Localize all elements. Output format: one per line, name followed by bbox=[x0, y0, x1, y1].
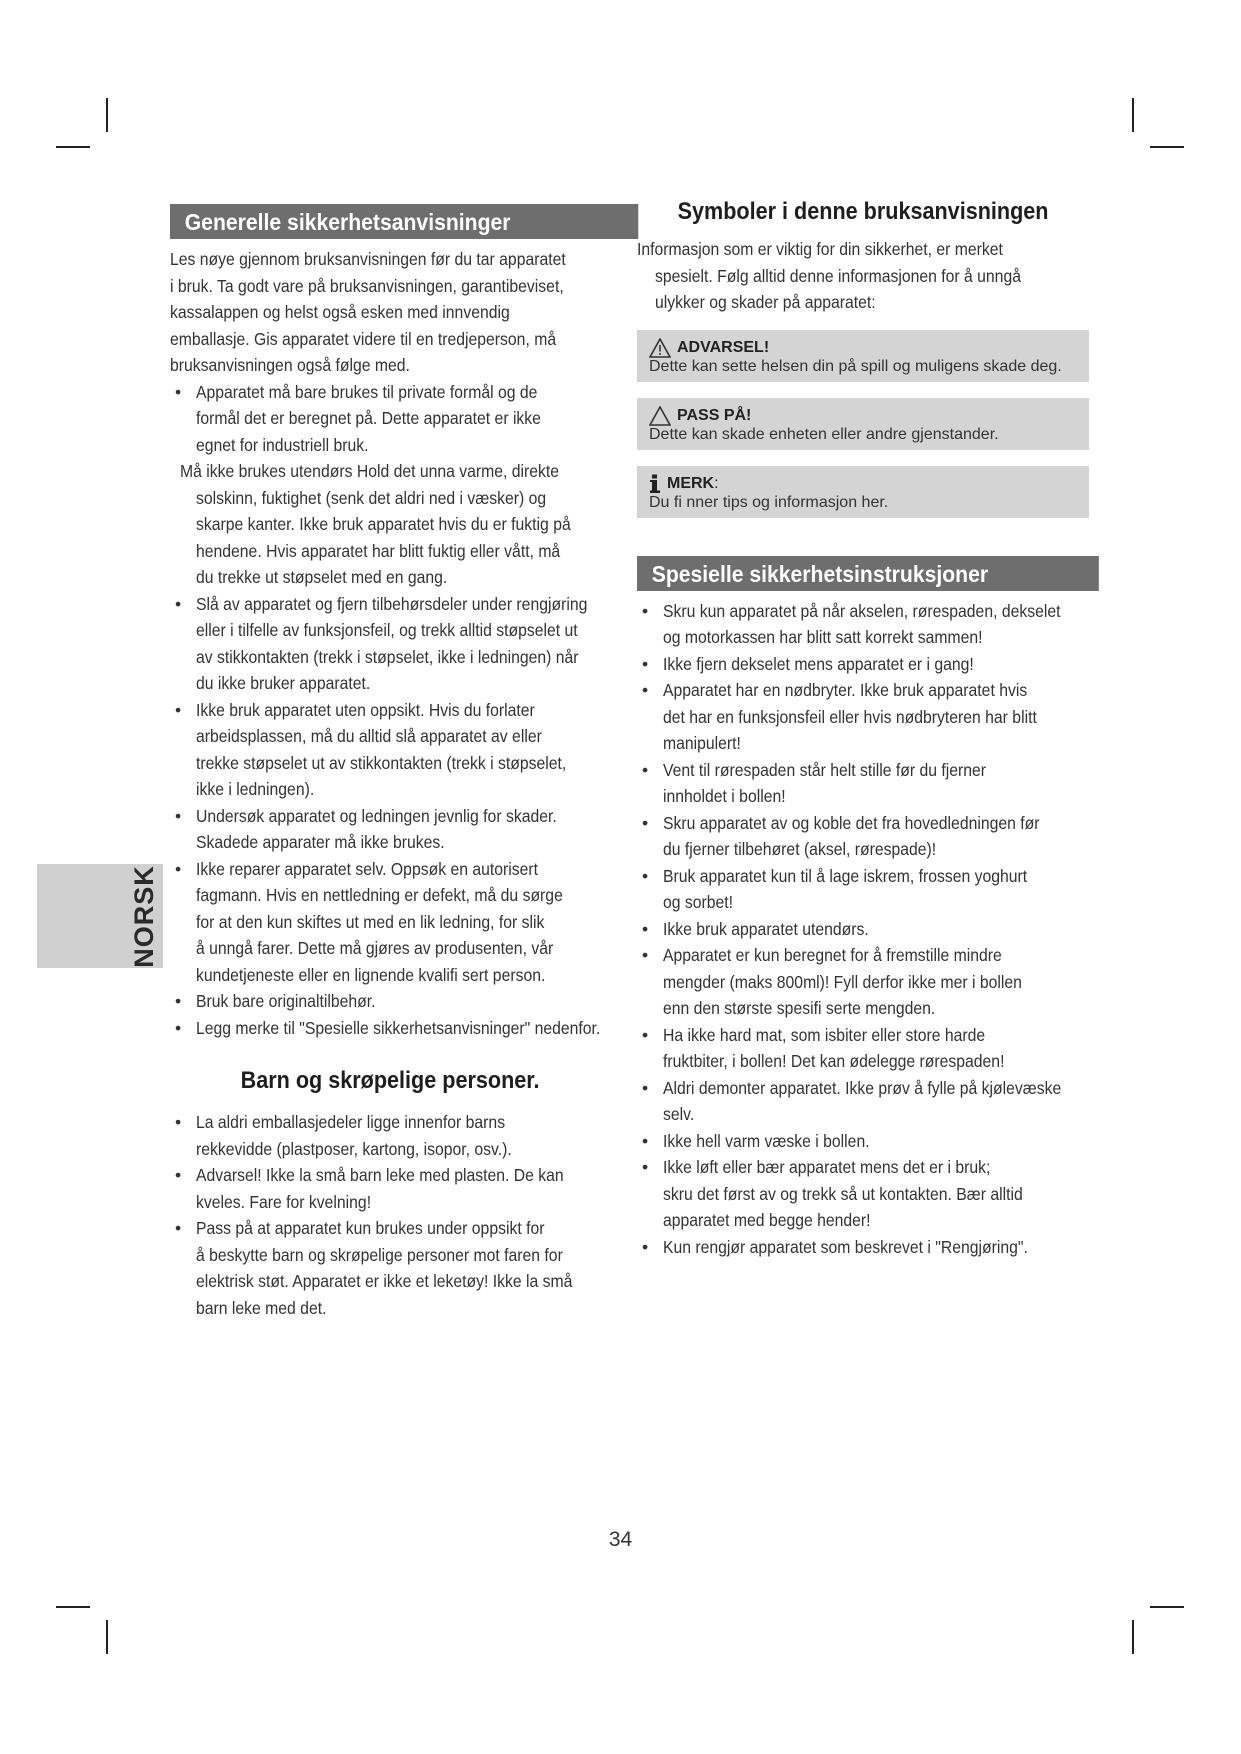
list-item bbox=[637, 1075, 1089, 1128]
subheading-children: Barn og skrøpelige personer. bbox=[240, 1067, 540, 1094]
notice-warning-title: ADVARSEL! bbox=[677, 338, 770, 356]
bullet-icon: • bbox=[642, 600, 649, 621]
list-item bbox=[637, 810, 1089, 863]
info-icon bbox=[649, 474, 661, 494]
list-item-line: Slå av apparatet og fjern tilbehørsdeler under rengjøring bbox=[196, 593, 588, 614]
bullet-icon: • bbox=[642, 680, 649, 700]
bullet-list-b bbox=[170, 591, 610, 1042]
list-item-line: å unngå farer. Dette må gjøres av produsenten, vår bbox=[196, 938, 554, 958]
bullet-icon: • bbox=[642, 1130, 649, 1151]
text-line: Informasjon som er viktig for din sikkerhet, er merket bbox=[637, 239, 1003, 259]
list-item-line: Skru kun apparatet på når akselen, rørespaden, dekselet bbox=[663, 600, 1061, 621]
bullet-icon: • bbox=[642, 1157, 649, 1177]
bullet-icon: • bbox=[175, 593, 182, 614]
list-item bbox=[637, 863, 1089, 916]
list-item bbox=[170, 1215, 610, 1321]
list-item-line: barn leke med det. bbox=[196, 1297, 327, 1318]
list-item bbox=[170, 856, 610, 989]
warning-triangle-icon bbox=[649, 338, 671, 358]
bullet-icon: • bbox=[642, 1077, 649, 1098]
list-item-line: skru det først av og trekk så ut kontakten. Bær alltid bbox=[663, 1183, 1023, 1204]
page-number: 34 bbox=[608, 1528, 633, 1551]
list-item-line: fruktbiter, i bollen! Det kan ødelegge rørespaden! bbox=[663, 1051, 1005, 1071]
list-item-line: fagmann. Hvis en nettledning er defekt, må du sørge bbox=[196, 885, 563, 905]
list-item-line: Legg merke til "Spesielle sikkerhetsanvisninger" nedenfor. bbox=[196, 1017, 601, 1038]
bullet-icon: • bbox=[642, 1236, 649, 1257]
list-item-line: Ikke bruk apparatet uten oppsikt. Hvis du forlater bbox=[196, 699, 535, 720]
bullet-icon: • bbox=[175, 699, 182, 720]
section-heading-special-safety: Spesielle sikkerhetsinstruksjoner bbox=[637, 556, 1099, 591]
section-heading-general-safety: Generelle sikkerhetsanvisninger bbox=[170, 204, 639, 239]
bullet-icon: • bbox=[175, 858, 182, 879]
intro-paragraph bbox=[170, 246, 610, 379]
list-item-line: du ikke bruker apparatet. bbox=[196, 673, 371, 693]
text-line: bruksanvisningen også følge med. bbox=[170, 355, 410, 375]
notice-caution bbox=[637, 398, 1089, 450]
bullet-icon: • bbox=[642, 1024, 649, 1045]
bullet-icon: • bbox=[175, 991, 182, 1011]
list-item-line: Ikke bruk apparatet utendørs. bbox=[663, 918, 869, 939]
list-item-line: Ikke reparer apparatet selv. Oppsøk en autorisert bbox=[196, 858, 538, 879]
bullet-list-a bbox=[170, 379, 610, 459]
list-item-line: selv. bbox=[663, 1104, 695, 1124]
list-item-line: eller i tilfelle av funksjonsfeil, og trekk alltid støpselet ut bbox=[196, 620, 578, 640]
bullet-list-children bbox=[170, 1109, 610, 1321]
list-item bbox=[170, 697, 610, 803]
list-item-line: Undersøk apparatet og ledningen jevnlig for skader. bbox=[196, 805, 557, 826]
bullet-list-special bbox=[637, 598, 1089, 1261]
text-line: Må ikke brukes utendørs Hold det unna varme, direkte bbox=[180, 461, 560, 481]
bullet-icon: • bbox=[175, 805, 182, 826]
notice-caution-body: Dette kan skade enheten eller andre gjenstander. bbox=[649, 425, 999, 443]
list-item bbox=[637, 1022, 1089, 1075]
crop-mark bbox=[106, 1620, 108, 1654]
text-line: i bruk. Ta godt vare på bruksanvisningen, garantibeviset, bbox=[170, 275, 564, 296]
bullet-icon: • bbox=[175, 1218, 182, 1238]
list-item bbox=[170, 1162, 610, 1215]
list-item-line: Pass på at apparatet kun brukes under oppsikt for bbox=[196, 1218, 545, 1238]
text-line: hendene. Hvis apparatet har blitt fuktig eller vått, må bbox=[196, 540, 561, 561]
list-item-line: formål det er beregnet på. Dette apparatet er ikke bbox=[196, 408, 541, 428]
bullet-icon: • bbox=[642, 812, 649, 833]
text-line: spesielt. Følg alltid denne informasjonen for å unngå bbox=[655, 265, 1021, 286]
list-item-line: innholdet i bollen! bbox=[663, 786, 786, 806]
bullet-icon: • bbox=[175, 1017, 182, 1038]
list-item-line: og sorbet! bbox=[663, 892, 734, 912]
list-item-line: Bruk apparatet kun til å lage iskrem, frossen yoghurt bbox=[663, 865, 1028, 886]
list-item-line: Advarsel! Ikke la små barn leke med plasten. De kan bbox=[196, 1165, 564, 1185]
symbols-intro bbox=[637, 236, 1089, 316]
notice-warning bbox=[637, 330, 1089, 382]
list-item bbox=[170, 988, 610, 1015]
crop-mark bbox=[106, 98, 108, 132]
list-item-line: Aldri demonter apparatet. Ikke prøv å fylle på kjølevæske bbox=[663, 1077, 1062, 1098]
list-item bbox=[170, 803, 610, 856]
bullet-icon: • bbox=[642, 945, 649, 965]
list-item-line: Apparatet har en nødbryter. Ikke bruk apparatet hvis bbox=[663, 680, 1028, 700]
list-item-line: Ikke hell varm væske i bollen. bbox=[663, 1130, 870, 1151]
list-item bbox=[170, 379, 610, 459]
list-item bbox=[637, 598, 1089, 651]
list-item bbox=[637, 677, 1089, 757]
bullet-icon: • bbox=[175, 1165, 182, 1185]
list-item-line: kveles. Fare for kvelning! bbox=[196, 1191, 372, 1212]
crop-mark bbox=[56, 1606, 90, 1608]
list-item-line: ikke i ledningen). bbox=[196, 779, 315, 799]
list-item-line: Ha ikke hard mat, som isbiter eller store harde bbox=[663, 1024, 986, 1045]
list-item bbox=[637, 757, 1089, 810]
text-line: Les nøye gjennom bruksanvisningen før du tar apparatet bbox=[170, 249, 566, 269]
list-item bbox=[637, 942, 1089, 1022]
list-item-line: av stikkontakten (trekk i støpselet, ikke i ledningen) når bbox=[196, 646, 579, 667]
list-item-line: for at den kun skiftes ut med en lik ledning, for slik bbox=[196, 911, 545, 932]
list-item-line: Ikke fjern dekselet mens apparatet er i gang! bbox=[663, 653, 974, 674]
list-item-line: manipulert! bbox=[663, 733, 741, 753]
list-item-line: Kun rengjør apparatet som beskrevet i "Rengjøring". bbox=[663, 1236, 1028, 1257]
crop-mark bbox=[1132, 1620, 1134, 1654]
notice-info-title: MERK: bbox=[667, 474, 719, 492]
language-tab-label: NORSK bbox=[128, 864, 159, 968]
text-line: ulykker og skader på apparatet: bbox=[655, 292, 876, 312]
notice-warning-body: Dette kan sette helsen din på spill og muligens skade deg. bbox=[649, 357, 1062, 375]
list-item bbox=[637, 651, 1089, 678]
right-column bbox=[637, 198, 1089, 1260]
list-item-line: Skru apparatet av og koble det fra hovedledningen før bbox=[663, 812, 1040, 833]
list-item-line: Apparatet må bare brukes til private formål og de bbox=[196, 381, 538, 402]
notice-caution-title: PASS PÅ! bbox=[677, 406, 752, 424]
text-line: kassalappen og helst også esken med innvendig bbox=[170, 302, 510, 322]
list-item-line: rekkevidde (plastposer, kartong, isopor, osv.). bbox=[196, 1138, 512, 1159]
list-item-line: Bruk bare originaltilbehør. bbox=[196, 991, 376, 1011]
bullet-icon: • bbox=[642, 918, 649, 939]
bullet-icon: • bbox=[642, 653, 649, 674]
list-item bbox=[170, 1109, 610, 1162]
list-item bbox=[170, 1015, 610, 1042]
list-item bbox=[170, 591, 610, 697]
list-item-line: og motorkassen har blitt satt korrekt sammen! bbox=[663, 627, 983, 647]
notice-info bbox=[637, 466, 1089, 518]
caution-triangle-icon bbox=[649, 406, 671, 426]
list-item bbox=[637, 1128, 1089, 1155]
list-item bbox=[637, 1234, 1089, 1261]
list-item-line: Skadede apparater må ikke brukes. bbox=[196, 832, 445, 852]
crop-mark bbox=[56, 146, 90, 148]
section-heading-symbols: Symboler i denne bruksanvisningen bbox=[677, 198, 1049, 225]
list-item-line: det har en funksjonsfeil eller hvis nødbryteren har blitt bbox=[663, 706, 1037, 727]
text-line: solskinn, fuktighet (senk det aldri ned i væsker) og bbox=[196, 487, 547, 508]
text-line: skarpe kanter. Ikke bruk apparatet hvis du er fuktig på bbox=[196, 514, 571, 534]
list-item-line: elektrisk støt. Apparatet er ikke et leketøy! Ikke la små bbox=[196, 1271, 573, 1291]
list-item-line: Ikke løft eller bær apparatet mens det er i bruk; bbox=[663, 1157, 991, 1177]
bullet-icon: • bbox=[175, 381, 182, 402]
list-item-line: Apparatet er kun beregnet for å fremstille mindre bbox=[663, 945, 1002, 965]
list-item-line: egnet for industriell bruk. bbox=[196, 434, 369, 455]
list-item-line: mengder (maks 800ml)! Fyll derfor ikke mer i bollen bbox=[663, 971, 1022, 992]
crop-mark bbox=[1150, 146, 1184, 148]
notice-info-body: Du fi nner tips og informasjon her. bbox=[649, 493, 889, 511]
outdoor-paragraph bbox=[170, 458, 610, 591]
list-item-line: Vent til rørespaden står helt stille før du fjerner bbox=[663, 759, 987, 780]
list-item-line: La aldri emballasjedeler ligge innenfor barns bbox=[196, 1112, 506, 1132]
crop-mark bbox=[1132, 98, 1134, 132]
list-item-line: trekke støpselet ut av stikkontakten (trekk i støpselet, bbox=[196, 752, 567, 773]
text-line: emballasje. Gis apparatet videre til en tredjeperson, må bbox=[170, 328, 557, 349]
text-line: du trekke ut støpselet med en gang. bbox=[196, 567, 448, 587]
bullet-icon: • bbox=[175, 1112, 182, 1132]
crop-mark bbox=[1150, 1606, 1184, 1608]
left-column bbox=[170, 204, 610, 1321]
list-item bbox=[637, 916, 1089, 943]
list-item-line: du fjerner tilbehøret (aksel, rørespade)! bbox=[663, 839, 937, 859]
bullet-icon: • bbox=[642, 759, 649, 780]
list-item-line: apparatet med begge hender! bbox=[663, 1210, 871, 1230]
list-item-line: kundetjeneste eller en lignende kvalifi sert person. bbox=[196, 964, 546, 985]
list-item-line: enn den største spesifi serte mengden. bbox=[663, 998, 936, 1018]
list-item bbox=[637, 1154, 1089, 1234]
list-item-line: arbeidsplassen, må du alltid slå apparatet av eller bbox=[196, 726, 542, 746]
list-item-line: å beskytte barn og skrøpelige personer mot faren for bbox=[196, 1244, 563, 1265]
bullet-icon: • bbox=[642, 865, 649, 886]
